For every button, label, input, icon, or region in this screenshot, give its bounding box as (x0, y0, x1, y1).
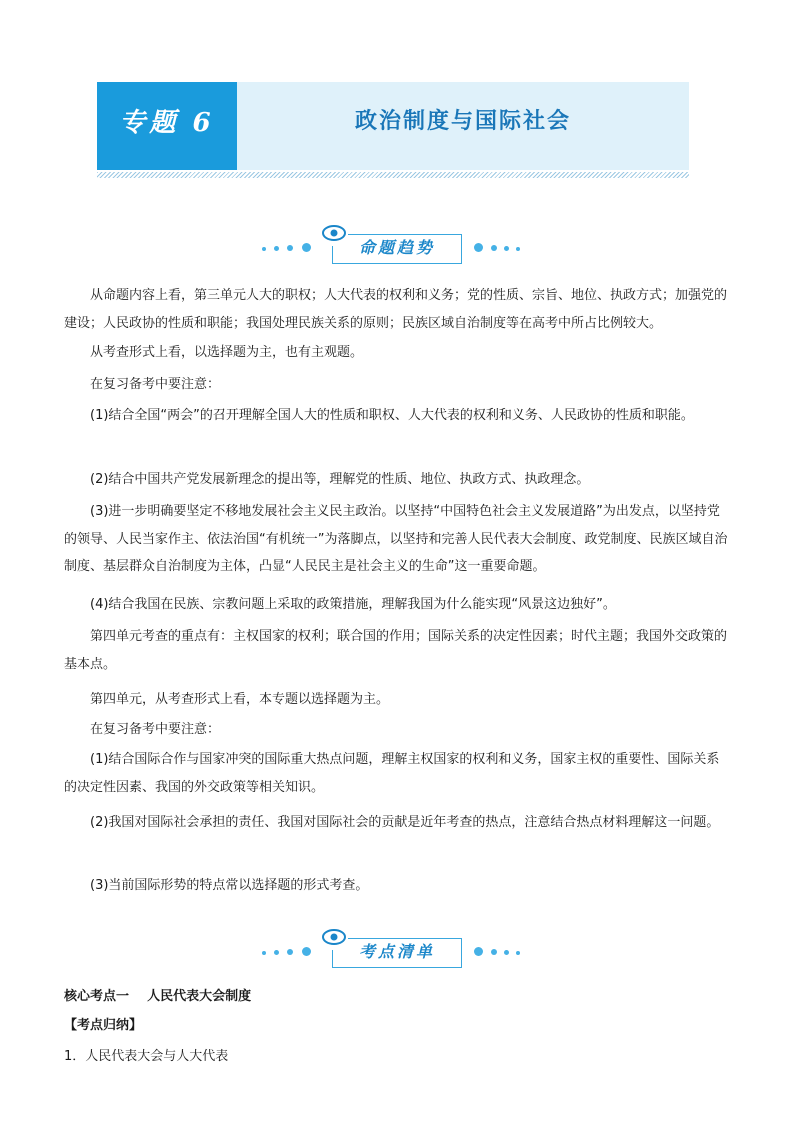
eye-icon (320, 224, 348, 246)
decor-dot (302, 243, 311, 252)
decor-dot (504, 950, 509, 955)
paragraph-point-3: (3)进一步明确要坚定不移地发展社会主义民主政治。以坚持“中国特色社会主义发展道路”为出发点，以坚持党的领导、人民当家作主、依法治国“有机统一”为落脚点，以坚持和完善人民代表大会制度、政党制度、民族区域自治制度、基层群众自治制度为主体，凸显“人民民主是社会主义的生命”这一重要命题。 (64, 504, 728, 574)
topic-label: 专题 6 (119, 108, 215, 138)
paragraph-point-2: (2)结合中国共产党发展新理念的提出等，理解党的性质、地位、执政方式、执政理念。 (90, 472, 590, 487)
paragraph-notice-2: 在复习备考中要注意： (90, 722, 221, 737)
paragraph-unit4-focus: 第四单元考查的重点有：主权国家的权利；联合国的作用；国际关系的决定性因素；时代主题；我国外交政策的基本点。 (64, 629, 728, 672)
decor-dot (274, 950, 279, 955)
decor-dot (287, 245, 293, 251)
decor-dot (516, 247, 520, 251)
decor-dot (302, 947, 311, 956)
decor-dot (516, 951, 520, 955)
paragraph-point-1: (1)结合全国“两会”的召开理解全国人大的性质和职权、人大代表的权利和义务、人民政协的性质和职能。 (90, 408, 694, 423)
paragraph-point-6: (2)我国对国际社会承担的责任、我国对国际社会的贡献是近年考查的热点，注意结合热点材料理解这一问题。 (90, 815, 720, 830)
paragraph-unit4-form: 第四单元，从考查形式上看，本专题以选择题为主。 (90, 692, 390, 707)
decor-dot (504, 246, 509, 251)
summary-label: 【考点归纳】 (64, 1018, 143, 1033)
paragraph-point-7: (3)当前国际形势的特点常以选择题的形式考查。 (90, 878, 369, 893)
decor-dot (262, 951, 266, 955)
paragraph-form: 从考查形式上看，以选择题为主，也有主观题。 (90, 345, 364, 360)
decor-dot (274, 246, 279, 251)
banner-label: 考点清单 (358, 942, 435, 961)
decor-dot (287, 949, 293, 955)
paragraph-notice: 在复习备考中要注意： (90, 377, 221, 392)
header-divider (97, 172, 689, 178)
decor-dot (491, 245, 497, 251)
decor-dot (262, 247, 266, 251)
topic-number-block (97, 82, 237, 170)
paragraph-point-4: (4)结合我国在民族、宗教问题上采取的政策措施，理解我国为什么能实现“风景这边独好”。 (90, 597, 616, 612)
section-banner-trend (0, 230, 794, 266)
list-item: 1．人民代表大会与人大代表 (64, 1049, 229, 1064)
decor-dot (491, 949, 497, 955)
paragraph-content-overview: 从命题内容上看，第三单元人大的职权；人大代表的权利和义务；党的性质、宗旨、地位、执政方式；加强党的建设；人民政协的性质和职能；我国处理民族关系的原则；民族区域自治制度等在高考中所占比例较大。 (64, 288, 728, 331)
decor-dot (474, 243, 483, 252)
topic-title: 政治制度与国际社会 (354, 109, 571, 134)
banner-label: 命题趋势 (358, 238, 435, 257)
topic-header (97, 82, 689, 170)
decor-dot (474, 947, 483, 956)
paragraph-point-5: (1)结合国际合作与国家冲突的国际重大热点问题，理解主权国家的权利和义务，国家主权的重要性、国际关系的决定性因素、我国的外交政策等相关知识。 (64, 752, 720, 795)
eye-icon (320, 928, 348, 950)
core-point-heading: 核心考点一 人民代表大会制度 (64, 989, 252, 1004)
section-banner-checklist (0, 934, 794, 970)
